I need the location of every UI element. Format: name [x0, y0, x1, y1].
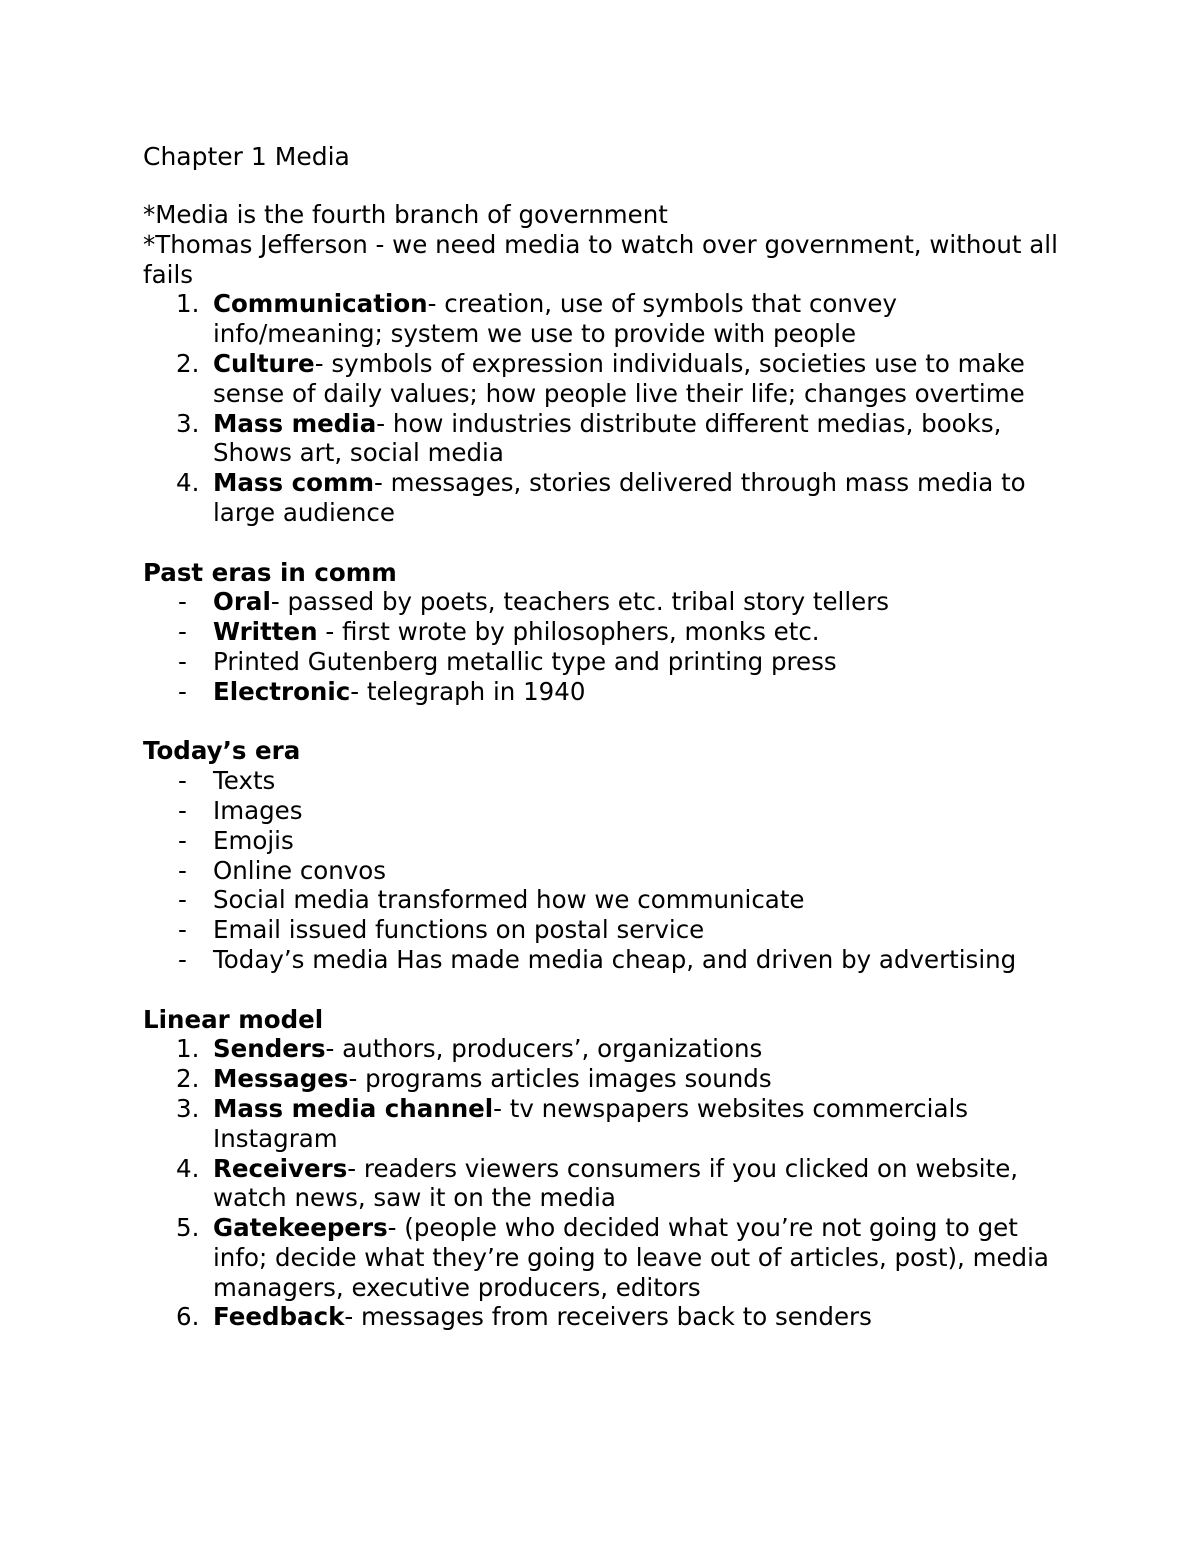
bullet-dash: -	[178, 646, 187, 676]
list-item	[143, 647, 1070, 677]
bullet-dash: -	[178, 617, 187, 647]
list-number: 3.	[176, 1093, 200, 1123]
term: Communication	[213, 289, 428, 319]
bullet-dash: -	[178, 795, 187, 825]
page-title: Chapter 1 Media	[143, 142, 350, 171]
list-item	[143, 856, 1070, 886]
list-number: 4.	[176, 468, 200, 498]
term: Written	[213, 617, 318, 647]
list-item	[143, 349, 1070, 409]
list-number: 2.	[176, 1064, 200, 1094]
list-item	[143, 945, 1070, 975]
bullet-dash: -	[178, 944, 187, 974]
term: Electronic	[213, 676, 351, 706]
section-heading-todays-era: Today’s era	[143, 736, 301, 766]
term: Mass media channel	[213, 1093, 494, 1123]
list-item	[143, 409, 1070, 469]
term: Mass media	[213, 408, 377, 438]
todays-era-list	[143, 766, 1070, 975]
list-number: 6.	[176, 1302, 200, 1332]
item-text: Social media transformed how we communicate	[213, 885, 805, 915]
definitions-list	[143, 289, 1070, 527]
list-item	[143, 766, 1070, 796]
item-text: Printed Gutenberg metallic type and printing press	[213, 646, 837, 676]
item-text: - messages from receivers back to senders	[344, 1302, 872, 1332]
bullet-dash: -	[178, 855, 187, 885]
list-number: 4.	[176, 1153, 200, 1183]
section-heading-linear-model: Linear model	[143, 1004, 324, 1034]
intro-line-2: *Thomas Jefferson - we need media to watch over government, without all fails	[143, 229, 1058, 289]
term: Oral	[213, 587, 271, 617]
definition-text: - messages, stories delivered through mass media to large audience	[213, 468, 1026, 527]
item-text: - authors, producers’, organizations	[325, 1034, 763, 1064]
term: Receivers	[213, 1153, 348, 1183]
item-text: Images	[213, 795, 303, 825]
item-text: - telegraph in 1940	[350, 676, 586, 706]
item-text: Today’s media Has made media cheap, and driven by advertising	[213, 944, 1017, 974]
past-eras-list	[143, 587, 1070, 706]
intro-line-1: *Media is the fourth branch of government	[143, 200, 668, 229]
bullet-dash: -	[178, 915, 187, 945]
list-number: 5.	[176, 1213, 200, 1243]
bullet-dash: -	[178, 587, 187, 617]
term: Gatekeepers	[213, 1213, 388, 1243]
list-item	[143, 468, 1070, 528]
term: Culture	[213, 348, 315, 378]
item-text: - first wrote by philosophers, monks etc.	[317, 617, 820, 647]
list-item	[143, 1154, 1070, 1214]
item-text: - readers viewers consumers if you clicked on website, watch news, saw it on the media	[213, 1153, 1019, 1213]
item-text: - tv newspapers websites commercials Instagram	[213, 1093, 969, 1153]
list-item	[143, 677, 1070, 707]
list-item	[143, 796, 1070, 826]
list-number: 3.	[176, 408, 200, 438]
list-item	[143, 1213, 1070, 1302]
list-item	[143, 587, 1070, 617]
linear-model-list	[143, 1034, 1070, 1332]
list-item	[143, 1034, 1070, 1064]
item-text: - programs articles images sounds	[348, 1064, 772, 1094]
item-text: - (people who decided what you’re not going to get info; decide what they’re going to leave out of articles, post), media managers, executive producers, editors	[213, 1213, 1049, 1302]
section-heading-past-eras: Past eras in comm	[143, 557, 397, 587]
item-text: Emojis	[213, 825, 294, 855]
bullet-dash: -	[178, 825, 187, 855]
list-number: 1.	[176, 289, 200, 319]
list-number: 1.	[176, 1034, 200, 1064]
definition-text: - symbols of expression individuals, societies use to make sense of daily values; how people live their life; changes overtime	[213, 348, 1025, 408]
term: Mass comm	[213, 468, 375, 498]
term: Feedback	[213, 1302, 345, 1332]
list-item	[143, 289, 1070, 349]
list-number: 2.	[176, 348, 200, 378]
list-item	[143, 617, 1070, 647]
definition-text: - creation, use of symbols that convey info/meaning; system we use to provide with people	[213, 289, 898, 349]
item-text: - passed by poets, teachers etc. tribal story tellers	[270, 587, 890, 617]
list-item	[143, 1064, 1070, 1094]
item-text: Email issued functions on postal service	[213, 915, 705, 945]
list-item	[143, 826, 1070, 856]
list-item	[143, 1094, 1070, 1154]
item-text: Texts	[213, 766, 276, 796]
bullet-dash: -	[178, 885, 187, 915]
term: Senders	[213, 1034, 326, 1064]
bullet-dash: -	[178, 766, 187, 796]
bullet-dash: -	[178, 676, 187, 706]
definition-text: - how industries distribute different medias, books, Shows art, social media	[213, 408, 1002, 468]
list-item	[143, 1302, 1070, 1332]
item-text: Online convos	[213, 855, 387, 885]
list-item	[143, 915, 1070, 945]
list-item	[143, 885, 1070, 915]
term: Messages	[213, 1064, 349, 1094]
